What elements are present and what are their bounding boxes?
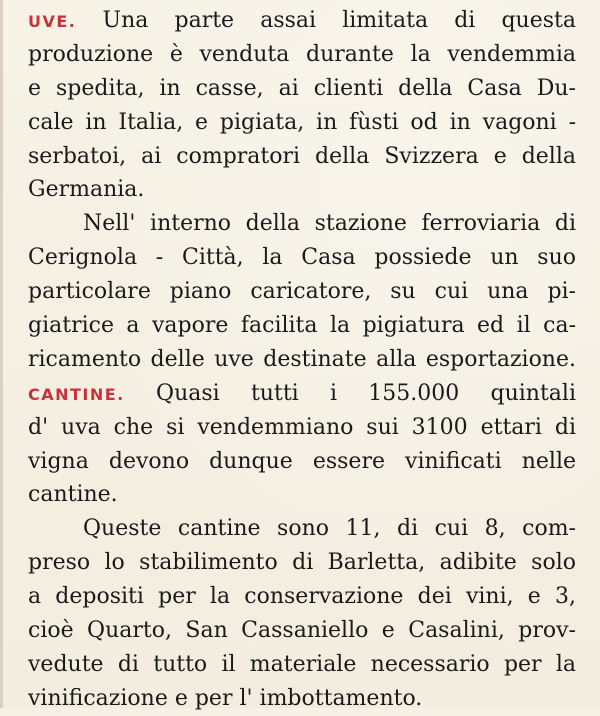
text-line: cioè Quarto, San Cassaniello e Casalini, prov- [28,618,576,644]
page-edge [0,0,3,708]
section-heading-uve: UVE. [28,12,77,31]
text-line: e spedita, in casse, ai clienti della Casa Du- [28,75,576,101]
text-line [28,4,576,38]
text-line: a depositi per la conservazione dei vini, e 3, [28,584,576,610]
text-line-content: Una parte assai limitata di questa [76,8,576,33]
text-line: Queste cantine sono 11, di cui 8, com- [83,516,576,542]
text-line: Cerignola - Città, la Casa possiede un suo [28,245,576,271]
text-line: particolare piano caricatore, su cui una pi- [28,279,576,305]
text-line: d' uva che si vendemmiano sui 3100 ettari di [28,414,576,440]
text-line: vedute di tutto il materiale necessario per la [28,651,576,677]
text-line: Nell' interno della stazione ferroviaria di [83,211,576,237]
text-line: vigna devono dunque essere vinificati nelle [28,448,576,474]
text-line: ricamento delle uve destinate alla esportazione. [28,346,576,372]
text-line: giatrice a vapore facilita la pigiatura ed il ca- [28,313,576,339]
text-line-content: Quasi tutti i 155.000 quintali [124,380,576,406]
text-line: produzione è venduta durante la vendemmia [28,41,576,67]
text-line: preso lo stabilimento di Barletta, adibite solo [28,550,576,576]
document-text [28,4,576,716]
text-line: serbatoi, ai compratori della Svizzera e della [28,143,576,169]
section-heading-cantine: CANTINE. [28,384,125,404]
text-line: vinificazione e per l' imbottamento. [28,685,423,711]
text-line [28,377,576,411]
text-line: Germania. [28,177,145,203]
text-line: cantine. [28,482,118,508]
text-line: cale in Italia, e pigiata, in fùsti od in vagoni - [28,109,576,135]
